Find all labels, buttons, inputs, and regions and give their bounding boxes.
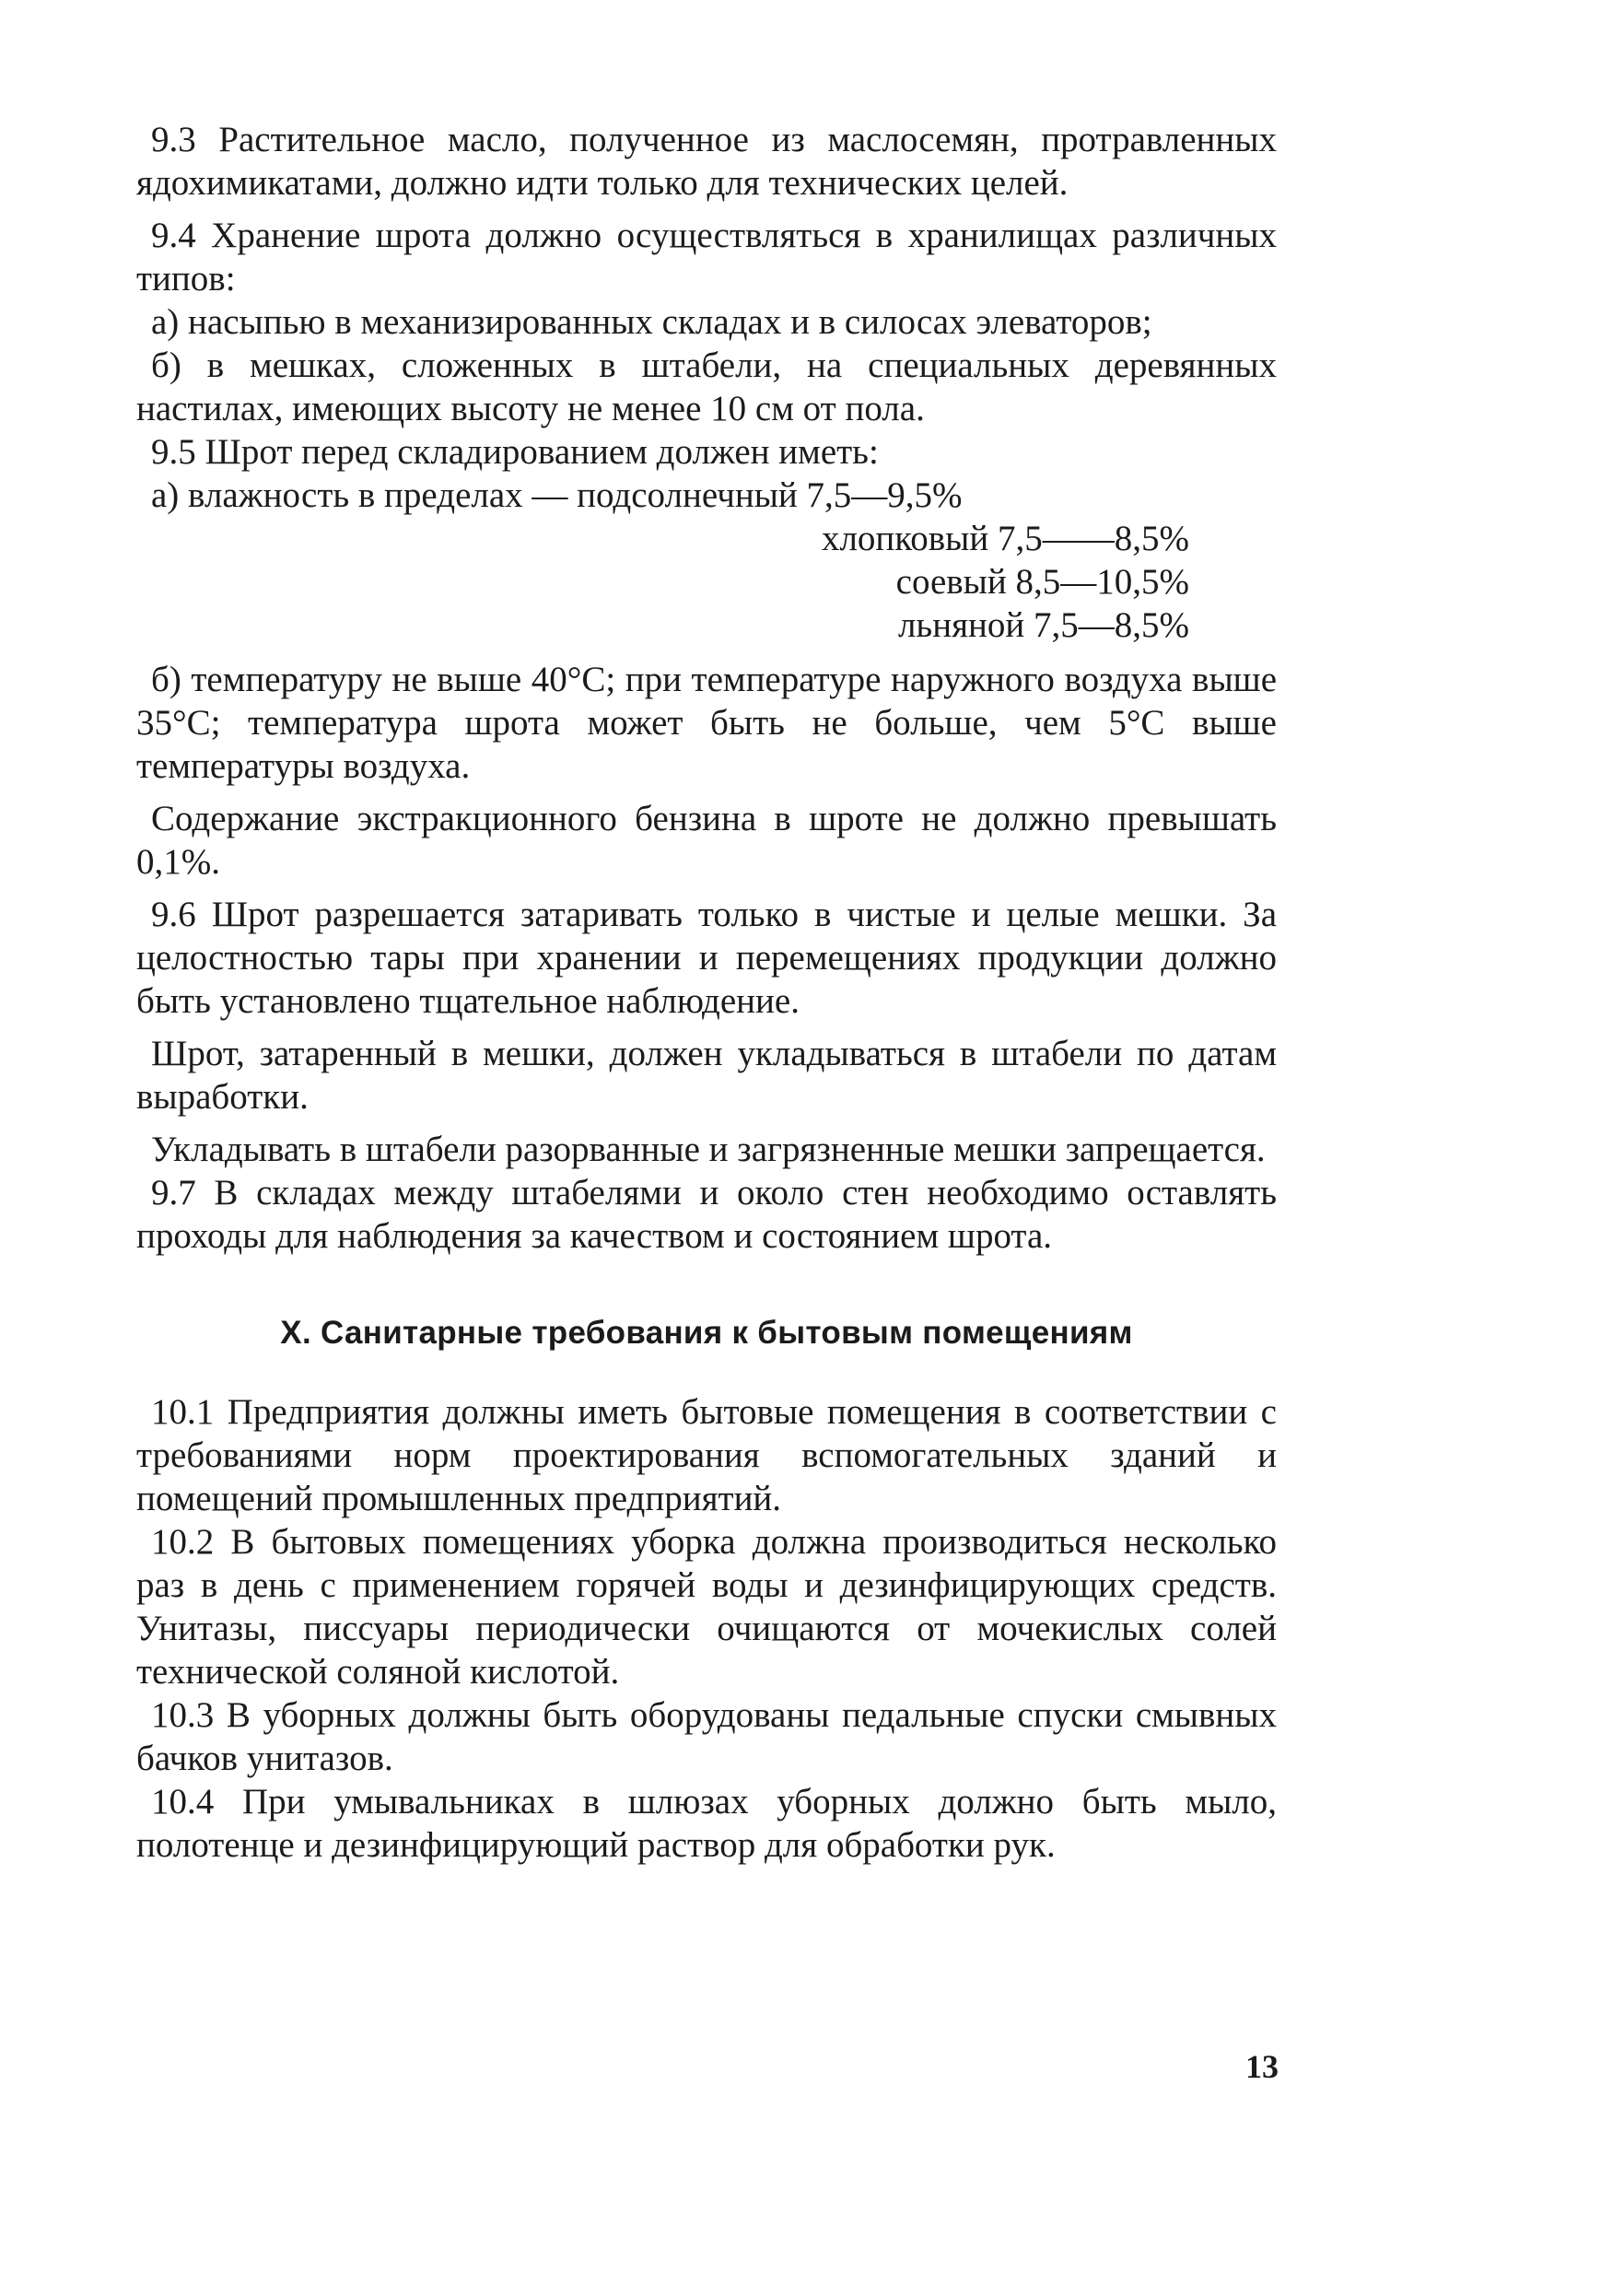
paragraph-9-4-a: а) насыпью в механизированных складах и в силосах элеваторов; <box>151 302 1152 342</box>
paragraph-10-3: 10.3 В уборных должны быть оборудованы педальные спуски смывных бачков унитазов. <box>136 1695 1277 1778</box>
humidity-list <box>136 474 1277 649</box>
paragraph-10-4: 10.4 При умывальниках в шлюзах уборных должно быть мыло, полотенце и дезинфицирующий раствор для обработки рук. <box>136 1782 1277 1865</box>
paragraph-9-3: 9.3 Растительное масло, полученное из маслосемян, протравленных ядохимикатами, должно идти только для технических целей. <box>136 120 1277 203</box>
paragraph-10-2: 10.2 В бытовых помещениях уборка должна производиться несколько раз в день с применением горячей воды и дезинфицирующих средств. Унитазы, писсуары периодически очищаются от мочекислых солей технической соляной кислотой. <box>136 1522 1277 1692</box>
paragraph-10-1: 10.1 Предприятия должны иметь бытовые помещения в соответствии с требованиями норм проектирования вспомогательных зданий и помещений промышленных предприятий. <box>136 1392 1277 1518</box>
paragraph-9-5-c: Содержание экстракционного бензина в шроте не должно превышать 0,1%. <box>136 799 1277 882</box>
paragraph-9-6: 9.6 Шрот разрешается затаривать только в чистые и целые мешки. За целостностью тары при хранении и перемещениях продукции должно быть установлено тщательное наблюдение. <box>136 895 1277 1021</box>
paragraph-9-4-b: б) в мешках, сложенных в штабели, на специальных деревянных настилах, имеющих высоту не менее 10 см от пола. <box>136 346 1277 428</box>
paragraph-9-5: 9.5 Шрот перед складированием должен иметь: <box>151 432 879 472</box>
section-heading: X. Санитарные требования к бытовым помещениям <box>280 1315 1133 1351</box>
humidity-label: а) влажность в пределах — подсолнечный 7,5—9,5% <box>151 475 963 515</box>
humidity-values <box>822 517 1189 647</box>
page-body <box>136 118 1277 1867</box>
humidity-row-flax: льняной 7,5—8,5% <box>897 605 1189 645</box>
humidity-row-cotton: хлопковый 7,5——8,5% <box>821 519 1189 558</box>
humidity-row-soy: соевый 8,5—10,5% <box>895 562 1189 602</box>
paragraph-9-7: 9.7 В складах между штабелями и около стен необходимо оставлять проходы для наблюдения за качеством и состоянием шрота. <box>136 1173 1277 1256</box>
paragraph-9-5-b: б) температуру не выше 40°С; при температуре наружного воздуха выше 35°С; температура шрота может быть не больше, чем 5°С выше температуры воздуха. <box>136 660 1277 786</box>
paragraph-9-6-b: Шрот, затаренный в мешки, должен укладываться в штабели по датам выработки. <box>136 1034 1277 1117</box>
paragraph-9-4: 9.4 Хранение шрота должно осуществляться в хранилищах различных типов: <box>136 216 1277 299</box>
page-number: 13 <box>1245 2048 1279 2085</box>
paragraph-9-6-c: Укладывать в штабели разорванные и загрязненные мешки запрещается. <box>151 1130 1266 1169</box>
